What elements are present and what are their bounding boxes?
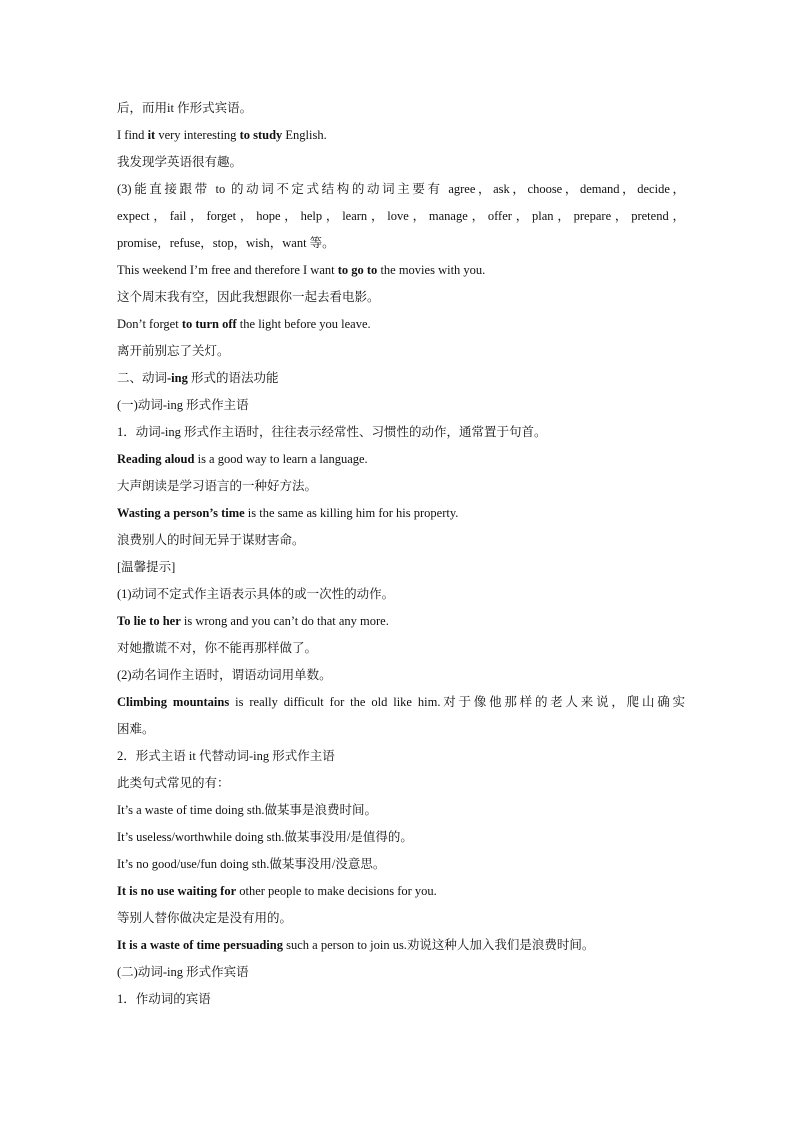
text-line xyxy=(117,499,685,526)
text-segment: (2)动名词作主语时，谓语动词用单数。 xyxy=(117,668,332,682)
text-line xyxy=(117,337,685,364)
text-segment: Don’t forget xyxy=(117,317,182,331)
bold-text-segment: It is a waste of time xyxy=(117,938,221,952)
document-page xyxy=(117,94,685,1012)
text-line xyxy=(117,634,685,661)
text-line xyxy=(117,94,685,121)
text-segment: promise，refuse，stop，wish，want 等。 xyxy=(117,236,335,250)
text-line xyxy=(117,256,685,283)
text-segment: This weekend I’m free and therefore I want xyxy=(117,263,338,277)
text-segment: (3)能直接跟带 to 的动词不定式结构的动词主要有 agree，ask，choose，demand，decide， xyxy=(117,182,685,196)
text-segment: I find xyxy=(117,128,148,142)
bold-text-segment: Reading aloud xyxy=(117,452,195,466)
text-line xyxy=(117,931,685,958)
text-segment: 后，而用 xyxy=(117,101,168,115)
text-segment: 这个周末我有空，因此我想跟你一起去看电影。 xyxy=(117,290,380,304)
text-segment: 作形式宾语。 xyxy=(173,101,253,115)
text-segment: 此类句式常见的有： xyxy=(117,776,230,790)
bold-text-segment: to study xyxy=(239,128,283,142)
bold-text-segment: to turn off xyxy=(181,317,237,331)
text-segment: 离开前别忘了关灯。 xyxy=(117,344,230,358)
text-line xyxy=(117,823,685,850)
bold-text-segment: to go to xyxy=(337,263,378,277)
text-segment: the movies with you. xyxy=(377,263,486,277)
text-segment: (1)动词不定式作主语表示具体的或一次性的动作。 xyxy=(117,587,395,601)
text-segment: 1．动词-ing 形式作主语时，往往表示经常性、习惯性的动作，通常置于句首。 xyxy=(117,425,547,439)
text-segment: (一)动词-ing 形式作主语 xyxy=(117,398,249,412)
text-segment: very interesting xyxy=(155,128,240,142)
text-segment: other people to make decisions for you. xyxy=(236,884,437,898)
text-segment: is the same as killing him for his property. xyxy=(244,506,459,520)
text-line xyxy=(117,526,685,553)
text-segment: such a person to join us.劝说这种人加入我们是浪费时间。 xyxy=(282,938,595,952)
text-segment: 我发现学英语很有趣。 xyxy=(117,155,243,169)
text-line xyxy=(117,958,685,985)
text-segment: the light before you leave. xyxy=(236,317,371,331)
text-segment: it xyxy=(167,101,174,115)
text-line xyxy=(117,472,685,499)
text-segment: 大声朗读是学习语言的一种好方法。 xyxy=(117,479,318,493)
text-segment: 2．形式主语 it 代替动词-ing 形式作主语 xyxy=(117,749,335,763)
text-line xyxy=(117,715,685,742)
bold-text-segment: Wasting a person’s time xyxy=(117,506,245,520)
text-line xyxy=(117,607,685,634)
text-line xyxy=(117,796,685,823)
text-segment: expect，fail，forget，hope，help，learn，love，manage，offer，plan，prepare，pretend， xyxy=(117,209,685,223)
text-segment: It’s a waste of time doing sth.做某事是浪费时间。 xyxy=(117,803,378,817)
text-segment: is a good way to learn a language. xyxy=(194,452,368,466)
text-line xyxy=(117,661,685,688)
text-line xyxy=(117,445,685,472)
text-segment: 二、动词 xyxy=(117,371,168,385)
text-line xyxy=(117,769,685,796)
text-segment: 对她撒谎不对，你不能再那样做了。 xyxy=(117,641,318,655)
text-line xyxy=(117,580,685,607)
text-line xyxy=(117,148,685,175)
text-line xyxy=(117,121,685,148)
text-line xyxy=(117,418,685,445)
text-segment: [温馨提示] xyxy=(117,560,176,574)
text-line xyxy=(117,553,685,580)
text-segment: It’s no good/use/fun doing sth.做某事没用/没意思。 xyxy=(117,857,386,871)
bold-text-segment: It is no use xyxy=(117,884,175,898)
text-line xyxy=(117,310,685,337)
text-line xyxy=(117,364,685,391)
text-line xyxy=(117,904,685,931)
text-line xyxy=(117,850,685,877)
bold-text-segment: To lie to her xyxy=(117,614,181,628)
text-line xyxy=(117,175,685,202)
text-line xyxy=(117,877,685,904)
text-segment: 形式的语法功能 xyxy=(187,371,279,385)
text-segment: It’s useless/worthwhile doing sth.做某事没用/是值得的。 xyxy=(117,830,413,844)
text-segment: English. xyxy=(282,128,327,142)
bold-text-segment: Climbing mountains xyxy=(117,695,230,709)
text-segment: 困难。 xyxy=(117,722,155,736)
text-line xyxy=(117,202,685,229)
text-segment: 浪费别人的时间无异于谋财害命。 xyxy=(117,533,305,547)
text-segment: 1．作动词的宾语 xyxy=(117,992,211,1006)
text-line xyxy=(117,283,685,310)
text-line xyxy=(117,688,685,715)
bold-text-segment: it xyxy=(147,128,156,142)
text-segment: 等别人替你做决定是没有用的。 xyxy=(117,911,293,925)
text-segment: is wrong and you can’t do that any more. xyxy=(180,614,389,628)
bold-text-segment: persuading xyxy=(223,938,283,952)
text-line xyxy=(117,229,685,256)
text-line xyxy=(117,985,685,1012)
bold-text-segment: -ing xyxy=(167,371,188,385)
text-segment: (二)动词-ing 形式作宾语 xyxy=(117,965,249,979)
text-line xyxy=(117,391,685,418)
bold-text-segment: waiting for xyxy=(177,884,237,898)
text-segment: is really difficult for the old like him.对于像他那样的老人来说，爬山确实 xyxy=(229,695,685,709)
text-line xyxy=(117,742,685,769)
